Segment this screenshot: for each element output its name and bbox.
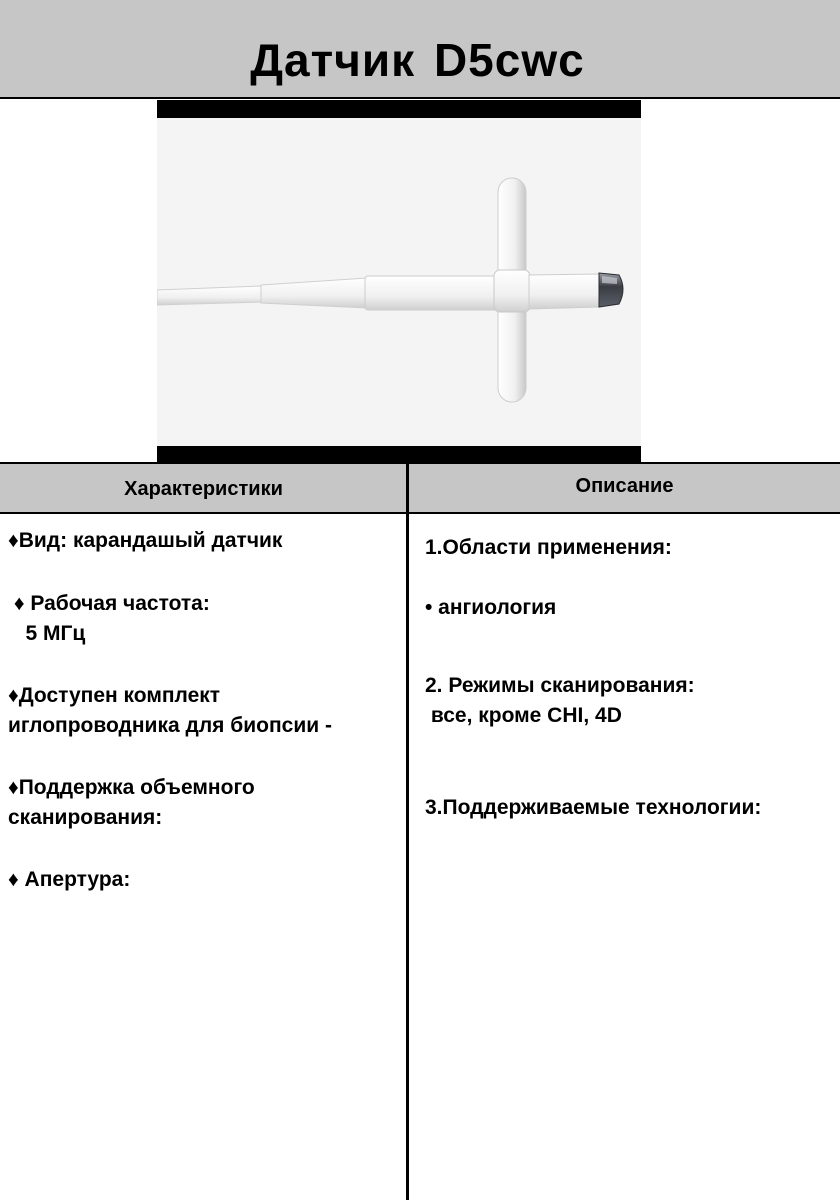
title-word-1: Датчик <box>250 34 416 86</box>
title-bar <box>0 0 840 99</box>
spec-kit-line-1: ♦Доступен комплект <box>8 684 221 707</box>
column-divider <box>406 462 409 1200</box>
desc-modes-value: все, кроме CHI, 4D <box>425 704 622 727</box>
pencil-probe-icon <box>157 118 641 446</box>
description-column <box>425 533 837 823</box>
spec-view: ♦Вид: карандашый датчик <box>8 529 283 552</box>
desc-areas-title: 1.Области применения: <box>425 536 672 559</box>
spec-frequency-label: ♦ Рабочая частота: <box>8 592 210 615</box>
spec-aperture: ♦ Апертура: <box>8 868 131 891</box>
table-header <box>0 462 840 514</box>
desc-modes-title: 2. Режимы сканирования: <box>425 674 695 697</box>
spec-frequency-value: 5 МГц <box>8 622 86 645</box>
title-word-2: D5cwc <box>433 34 585 86</box>
page-title <box>0 30 840 90</box>
desc-areas-item: • ангиология <box>425 596 557 619</box>
header-description: Описание <box>575 475 674 497</box>
spec-kit-line-2: иглопроводника для биопсии - <box>8 714 332 737</box>
header-characteristics: Характеристики <box>124 478 283 500</box>
characteristics-column <box>8 526 404 895</box>
spec-volume-line-1: ♦Поддержка объемного <box>8 776 255 799</box>
spec-volume-line-2: сканирования: <box>8 806 163 829</box>
photo-top-band <box>157 100 641 118</box>
desc-tech-title: 3.Поддерживаемые технологии: <box>425 796 762 819</box>
probe-photo <box>157 100 641 464</box>
